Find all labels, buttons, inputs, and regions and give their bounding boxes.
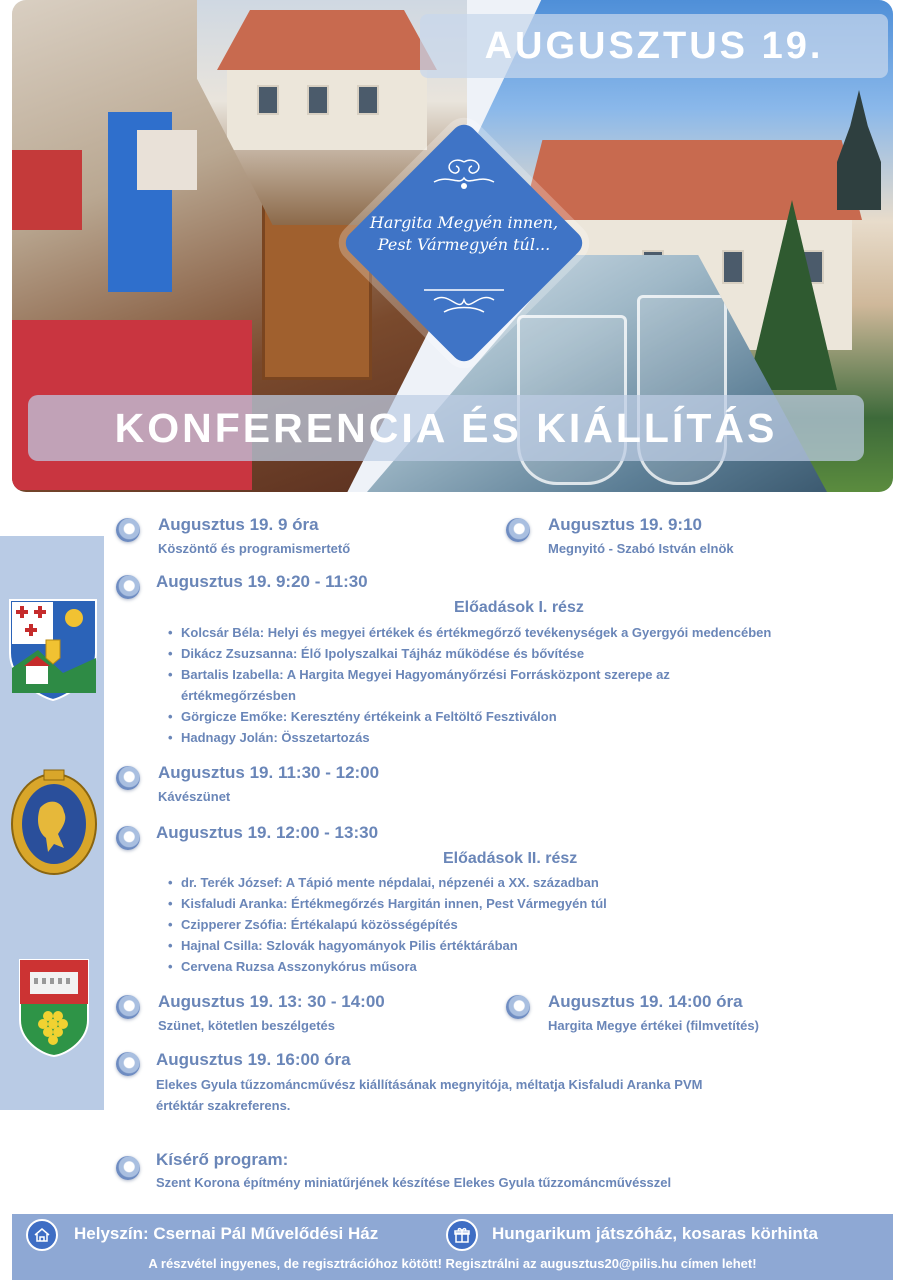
venue-text: Helyszín: Csernai Pál Művelődési Ház: [74, 1224, 379, 1243]
slot6-time: Augusztus 19. 13: 30 - 14:00: [158, 992, 385, 1011]
talk-item: • Hajnal Csilla: Szlovák hagyományok Pilis értéktárában: [168, 935, 607, 956]
session1-heading: Előadások I. rész: [454, 599, 584, 616]
circle-bullet-icon: [116, 1156, 140, 1180]
talk-item: • Görgicze Emőke: Keresztény értékeink a Feltöltő Fesztiválon: [168, 706, 771, 727]
session2-heading: Előadások II. rész: [443, 850, 578, 867]
slot4-desc: Kávészünet: [158, 789, 231, 804]
harghita-crest-icon: [8, 598, 98, 702]
talk-item: • Hadnagy Jolán: Összetartozás: [168, 727, 771, 748]
footer: [12, 1214, 893, 1280]
slot8-time: Augusztus 19. 16:00 óra: [156, 1050, 351, 1069]
hero-collage: [12, 0, 893, 492]
side-program-title: Kísérő program:: [156, 1150, 289, 1169]
motto-line-2: Pest Vármegyén túl...: [377, 235, 551, 254]
slot7-time: Augusztus 19. 14:00 óra: [548, 992, 743, 1011]
circle-bullet-icon: [116, 766, 140, 790]
slot2-desc: Megnyitó - Szabó István elnök: [548, 541, 734, 556]
talk-item: • Bartalis Izabella: A Hargita Megyei Hagyományőrzési Forrásközpont szerepe az: [168, 664, 771, 685]
slot7-desc: Hargita Megye értékei (filmvetítés): [548, 1018, 759, 1033]
circle-bullet-icon: [116, 995, 140, 1019]
slot1-desc: Köszöntő és programismertető: [158, 541, 351, 556]
registration-note: A részvétel ingyenes, de regisztrációhoz kötött! Regisztrálni az augusztus20@pilis.hu címen lehet!: [148, 1256, 757, 1271]
circle-bullet-icon: [116, 1052, 140, 1076]
slot2-time: Augusztus 19. 9:10: [548, 515, 702, 534]
ornament-icon: [414, 156, 514, 196]
pilis-crest-icon: [18, 958, 90, 1058]
slot8-desc-line1: Elekes Gyula tűzzománcművész kiállításának megnyitója, méltatja Kisfaludi Aranka PVM: [156, 1077, 703, 1092]
circle-bullet-icon: [116, 826, 140, 850]
slot4-time: Augusztus 19. 11:30 - 12:00: [158, 763, 380, 782]
circle-bullet-icon: [116, 575, 140, 599]
talk-item: • Dikácz Zsuzsanna: Élő Ipolyszalkai Tájház működése és bővítése: [168, 643, 771, 664]
slot6-desc: Szünet, kötetlen beszélgetés: [158, 1018, 335, 1033]
talk-item: • Kolcsár Béla: Helyi és megyei értékek és értékmegőrző tevékenységek a Gyergyói medencében: [168, 622, 771, 643]
extra-program-text: Hungarikum játszóház, kosaras körhinta: [492, 1224, 818, 1243]
talk-item: • dr. Terék József: A Tápió mente népdalai, népzenéi a XX. században: [168, 872, 607, 893]
pest-county-crest-icon: [8, 768, 100, 878]
talk-item-continuation: értékmegőrzésben: [181, 688, 296, 703]
slot5-time: Augusztus 19. 12:00 - 13:30: [156, 823, 379, 842]
house-icon: [26, 1219, 58, 1251]
gift-icon: [446, 1219, 478, 1251]
circle-bullet-icon: [506, 518, 530, 542]
talk-item: • Cervena Ruzsa Asszonykórus műsora: [168, 956, 607, 977]
session2-talk-list: [168, 872, 607, 977]
page-title: KONFERENCIA ÉS KIÁLLÍTÁS: [28, 395, 864, 461]
session1-talk-list: [168, 622, 771, 748]
motto-diamond: [341, 120, 587, 366]
date-banner: AUGUSZTUS 19.: [420, 14, 888, 78]
side-program-desc: Szent Korona építmény miniatűrjének készítése Elekes Gyula tűzzománcművésszel: [156, 1175, 672, 1190]
talk-item: • Kisfaludi Aranka: Értékmegőrzés Hargitán innen, Pest Vármegyén túl: [168, 893, 607, 914]
slot3-time: Augusztus 19. 9:20 - 11:30: [156, 572, 368, 591]
slot1-time: Augusztus 19. 9 óra: [158, 515, 319, 534]
slot8-desc-line2: értéktár szakreferens.: [156, 1098, 291, 1113]
circle-bullet-icon: [116, 518, 140, 542]
circle-bullet-icon: [506, 995, 530, 1019]
motto-line-1: Hargita Megyén innen,: [369, 213, 559, 232]
sidebar-crests: [0, 536, 104, 1110]
ornament-icon: [414, 280, 514, 320]
talk-item: • Czipperer Zsófia: Értékalapú közösségépítés: [168, 914, 607, 935]
